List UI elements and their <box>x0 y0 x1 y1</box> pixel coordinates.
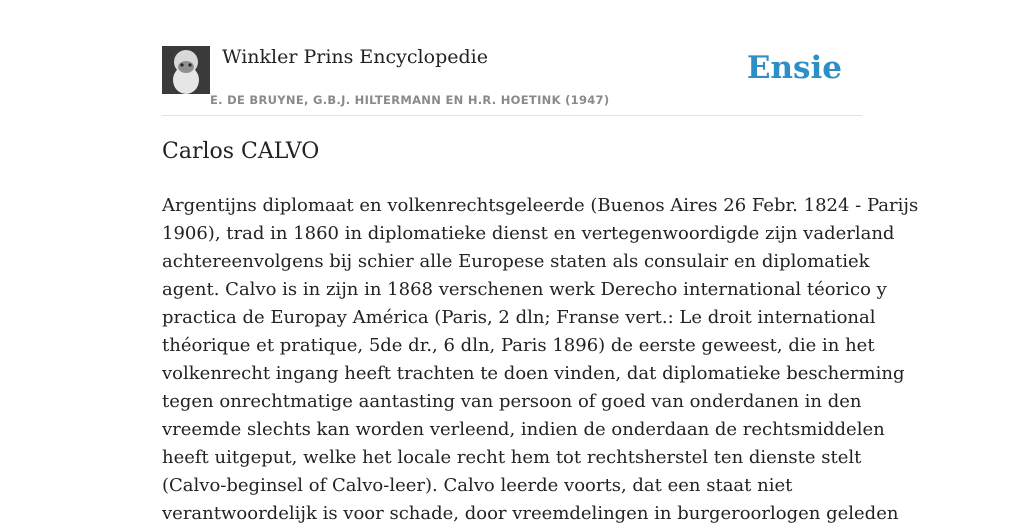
article-line: heeft uitgeput, welke het locale recht hem tot rechtsherstel ten dienste stelt <box>162 447 862 468</box>
article-line: volkenrecht ingang heeft trachten te doen vinden, dat diplomatieke bescherming <box>162 363 905 384</box>
article-line: practica de Europay América (Paris, 2 dln; Franse vert.: Le droit international <box>162 307 876 328</box>
brand-logo[interactable]: Ensie <box>746 50 842 86</box>
author-avatar <box>162 46 210 94</box>
header <box>162 46 862 116</box>
article-line: théorique et pratique, 5de dr., 6 dln, Paris 1896) de eerste geweest, die in het <box>162 335 875 356</box>
article-line: achtereenvolgens bij schier alle Europese staten als consulair en diplomatiek <box>162 251 870 272</box>
article-line: 1906), trad in 1860 in diplomatieke dienst en vertegenwoordigde zijn vaderland <box>162 223 895 244</box>
portrait-image <box>162 46 210 94</box>
article-line: Argentijns diplomaat en volkenrechtsgeleerde (Buenos Aires 26 Febr. 1824 - Parijs <box>162 195 919 216</box>
article-line: vreemde slechts kan worden verleend, indien de onderdaan de rechtsmiddelen <box>162 419 885 440</box>
header-divider <box>162 115 862 116</box>
publication-title[interactable]: Winkler Prins Encyclopedie <box>222 46 488 68</box>
article-body <box>162 192 919 528</box>
article-line: verantwoordelijk is voor schade, door vreemdelingen in burgeroorlogen geleden <box>162 503 899 524</box>
article-title: Carlos CALVO <box>162 139 320 164</box>
article-line: (Calvo-beginsel of Calvo-leer). Calvo leerde voorts, dat een staat niet <box>162 475 793 496</box>
publication-authors: E. DE BRUYNE, G.B.J. HILTERMANN EN H.R. HOETINK (1947) <box>210 93 610 107</box>
article-line: agent. Calvo is in zijn in 1868 verschenen werk Derecho international téorico y <box>162 279 887 300</box>
article-line: tegen onrechtmatige aantasting van persoon of goed van onderdanen in den <box>162 391 862 412</box>
